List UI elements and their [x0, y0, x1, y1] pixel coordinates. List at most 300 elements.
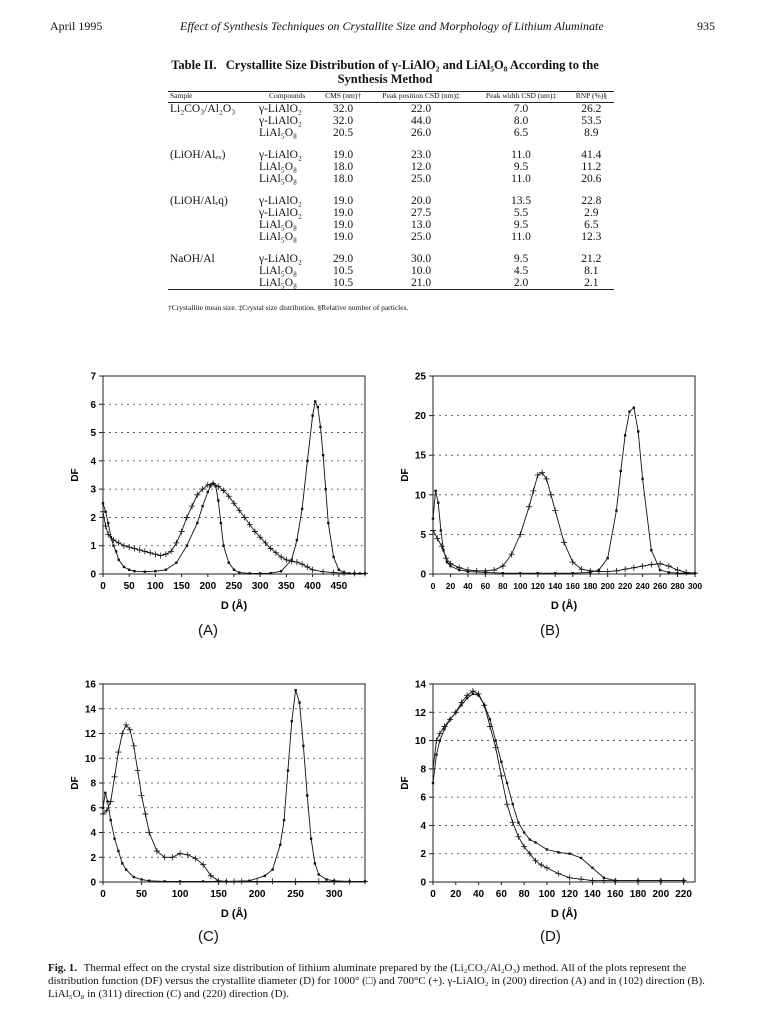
table-row [168, 265, 614, 277]
data-point-plus [112, 774, 118, 780]
x-tick-label: 180 [583, 581, 598, 591]
data-point-plus [310, 567, 316, 573]
table-row [168, 253, 614, 265]
data-point-box [338, 569, 340, 571]
chart-panel-d [395, 680, 705, 930]
table-cell: 20.0 [411, 195, 432, 207]
column-header: Peak width CSD (nm)‡ [473, 92, 568, 103]
table-label: Table II. [171, 58, 217, 72]
x-tick-label: 300 [325, 889, 343, 900]
y-tick-label: 1 [90, 541, 96, 553]
data-point-plus [526, 504, 532, 510]
data-point-box [306, 460, 308, 462]
x-tick-label: 300 [687, 581, 703, 591]
data-point-plus [152, 551, 158, 557]
data-point-box [298, 701, 300, 703]
table-cell: 32.0 [333, 103, 354, 115]
data-point-box [322, 454, 324, 456]
data-point-box [233, 569, 235, 571]
data-point-plus [147, 550, 153, 556]
table-footnotes: †Crystallite mean size. ‡Crystal size distribution. §Relative number of particles. [168, 303, 409, 312]
table-cell: 10.5 [333, 265, 354, 277]
data-table [168, 91, 614, 290]
data-point-box [624, 434, 626, 436]
data-point-box [434, 490, 436, 492]
x-axis-label: D (Å) [550, 908, 578, 920]
data-point-box [238, 571, 240, 573]
table-cell: 10.5 [317, 277, 368, 290]
data-point-plus [208, 873, 214, 879]
table-row [168, 173, 614, 185]
data-point-plus [231, 878, 237, 884]
y-tick-label: 2 [420, 849, 426, 861]
table-cell: 12.3 [581, 231, 602, 243]
data-point-box [537, 572, 539, 574]
data-point-plus [352, 570, 358, 576]
data-point-box [110, 819, 112, 821]
data-point-box [327, 522, 329, 524]
group-spacer [168, 139, 614, 149]
data-point-plus [142, 811, 148, 817]
x-tick-label: 200 [652, 889, 670, 900]
data-point-plus [135, 768, 141, 774]
table-cell: 8.1 [584, 265, 599, 277]
x-tick-label: 0 [100, 889, 106, 900]
data-point-box [271, 868, 273, 870]
data-point-box [279, 844, 281, 846]
table-cell: LiAl₅O₈ [257, 277, 317, 290]
data-point-plus [683, 569, 689, 575]
data-point-box [175, 561, 177, 563]
data-point-plus [456, 565, 462, 571]
y-tick-label: 4 [90, 828, 96, 839]
table-cell: γ-LiAlO₂ [259, 207, 302, 219]
table-cell: 13.0 [411, 219, 432, 231]
table-cell: 41.4 [581, 149, 602, 161]
data-point-plus [115, 749, 121, 755]
data-point-plus [347, 878, 353, 884]
data-point-box [432, 782, 434, 784]
data-point-box [332, 556, 334, 558]
data-point-box [154, 570, 156, 572]
x-tick-label: 160 [606, 889, 624, 900]
table-cell: 21.0 [369, 277, 474, 290]
data-point-box [318, 873, 320, 875]
data-point-box [222, 545, 224, 547]
table-cell: 8.0 [513, 115, 529, 127]
table-header-row [168, 92, 614, 103]
x-tick-label: 400 [304, 581, 321, 592]
figure-label: Fig. 1. [48, 962, 78, 974]
data-point-box [209, 485, 211, 487]
data-point-plus [362, 878, 368, 884]
sample-cell [168, 207, 257, 219]
chart-b [395, 372, 705, 617]
data-point-plus [142, 548, 148, 554]
y-tick-label: 10 [414, 490, 426, 502]
table-cell: 26.0 [411, 127, 432, 139]
table-cell: LiAl₅O₈ [259, 219, 298, 231]
x-tick-label: 280 [670, 581, 685, 591]
column-header: RNP (%)§ [569, 92, 614, 103]
table-cell: 21.2 [581, 253, 602, 265]
x-tick-label: 300 [251, 581, 269, 592]
data-point-plus [509, 551, 515, 557]
sample-cell [168, 277, 257, 290]
table-row [168, 115, 614, 127]
group-spacer [168, 185, 614, 195]
chart-panel-c [65, 680, 375, 930]
data-point-plus [640, 563, 646, 569]
data-point-plus [439, 543, 445, 549]
table-cell: 26.2 [581, 103, 602, 115]
data-point-box [133, 570, 135, 572]
x-tick-label: 140 [548, 581, 563, 591]
table-cell: LiAl₅O₈ [259, 173, 298, 185]
table-cell: 2.0 [473, 277, 568, 290]
data-point-box [317, 406, 319, 408]
data-point-plus [173, 540, 179, 546]
table-cell: 9.5 [513, 253, 529, 265]
y-tick-label: 10 [84, 753, 96, 765]
data-point-plus [548, 492, 554, 498]
table-row [168, 219, 614, 231]
data-point-plus [434, 535, 440, 541]
table-cell: 22.0 [411, 103, 432, 115]
panel-label-a: (A) [198, 622, 218, 639]
table-cell: 5.5 [513, 207, 529, 219]
y-tick-label: 7 [90, 372, 96, 383]
x-tick-label: 250 [225, 581, 243, 592]
x-tick-label: 0 [430, 889, 436, 900]
data-point-plus [681, 878, 687, 884]
table-cell: 9.5 [513, 161, 529, 173]
x-tick-label: 150 [210, 889, 227, 900]
page-number: 935 [697, 19, 715, 33]
data-point-box [217, 499, 219, 501]
data-point-box [179, 880, 181, 882]
data-point-box [133, 876, 135, 878]
sample-cell: (LiOH/Alₑₓ) [170, 149, 226, 161]
x-tick-label: 180 [629, 889, 647, 900]
x-tick-label: 350 [278, 581, 295, 592]
data-point-box [319, 426, 321, 428]
y-tick-label: 25 [414, 372, 426, 383]
data-point-box [311, 414, 313, 416]
table-cell: 20.6 [581, 173, 602, 185]
data-point-plus [555, 871, 561, 877]
data-point-box [650, 549, 652, 551]
y-tick-label: 0 [420, 569, 426, 581]
data-point-plus [116, 540, 122, 546]
x-tick-label: 50 [123, 581, 135, 592]
table-row [168, 207, 614, 219]
table-row [168, 149, 614, 161]
table-cell: 11.0 [511, 149, 531, 161]
table-cell: γ-LiAlO₂ [259, 149, 302, 161]
data-point-box [128, 569, 130, 571]
data-point-plus [631, 565, 637, 571]
data-point-plus [544, 865, 550, 871]
table-row [168, 161, 614, 173]
figure-caption-text: Thermal effect on the crystal size distribution of lithium aluminate prepared by the (Li₂CO₃/Al₂O₃) method. All of the plots represent the distribution function (DF) versus the crystallite diameter (D) for 1000° (□) and 700°C (+). γ-LiAlO₂ in (200) direction (A) and in (102) direction (B). LiAl₅O₈ in (311) direction (C) and (220) direction (D). [48, 962, 705, 1000]
data-point-plus [331, 878, 337, 884]
y-tick-label: 10 [414, 736, 426, 748]
data-point-box [494, 739, 496, 741]
data-point-plus [177, 851, 183, 857]
data-point-box [512, 803, 514, 805]
data-point-plus [304, 564, 310, 570]
data-point-box [112, 545, 114, 547]
y-tick-label: 0 [90, 877, 96, 889]
table-cell: 25.0 [411, 173, 432, 185]
table-cell: 13.5 [510, 195, 532, 207]
data-point-plus [168, 548, 174, 554]
table-cell: 19.0 [333, 231, 354, 243]
data-point-plus [131, 743, 137, 749]
data-point-plus [476, 691, 482, 697]
data-point-box [125, 868, 127, 870]
table-cell: 44.0 [411, 115, 432, 127]
data-point-box [302, 745, 304, 747]
x-tick-label: 260 [652, 581, 668, 591]
column-header: CMS (nm)† [317, 92, 368, 103]
data-point-plus [675, 567, 681, 573]
group-spacer [168, 243, 614, 253]
data-point-box [259, 572, 261, 574]
table-cell: 11.0 [511, 231, 531, 243]
data-point-plus [510, 820, 516, 826]
data-point-box [572, 572, 574, 574]
table-cell: 29.0 [333, 253, 354, 265]
data-point-box [121, 862, 123, 864]
data-point-plus [137, 547, 143, 553]
data-point-plus [146, 830, 152, 836]
x-tick-label: 100 [538, 889, 556, 900]
sample-cell [168, 219, 257, 231]
data-point-box [489, 718, 491, 720]
data-point-box [186, 545, 188, 547]
chart-panel-b [395, 372, 705, 622]
table-row [168, 277, 614, 290]
table-cell: 6.5 [584, 219, 599, 231]
data-point-box [314, 400, 316, 402]
y-axis-label: DF [400, 776, 411, 790]
data-point-box [502, 572, 504, 574]
table-cell: 18.0 [333, 173, 354, 185]
chart-panel-a [65, 372, 375, 622]
data-point-plus [613, 568, 619, 574]
sample-cell [168, 161, 257, 173]
table-cell: 27.5 [411, 207, 432, 219]
data-point-box [534, 841, 536, 843]
data-point-plus [139, 792, 145, 798]
table-cell: 19.0 [333, 195, 354, 207]
table-cell: 6.5 [513, 127, 529, 139]
data-point-plus [481, 702, 487, 708]
plot-frame [433, 684, 695, 882]
data-point-box [325, 878, 327, 880]
sample-cell [168, 127, 257, 139]
y-tick-label: 12 [84, 729, 96, 740]
data-point-box [148, 880, 150, 882]
data-point-box [435, 754, 437, 756]
panel-label-c: (C) [198, 928, 219, 945]
data-point-plus [223, 878, 229, 884]
data-point-plus [108, 799, 114, 805]
data-point-box [294, 689, 296, 691]
data-point-plus [491, 567, 497, 573]
table-row [168, 127, 614, 139]
column-header: Sample [168, 92, 257, 103]
y-tick-label: 15 [414, 450, 426, 462]
data-point-box [580, 857, 582, 859]
x-tick-label: 0 [430, 581, 436, 591]
x-tick-label: 100 [171, 889, 189, 900]
x-axis-label: D (Å) [220, 600, 248, 612]
table-cell: 11.0 [511, 173, 531, 185]
series-line-box [103, 402, 365, 574]
x-tick-label: 200 [600, 581, 615, 591]
table-cell: LiAl₅O₈ [259, 231, 298, 243]
series-line-plus [103, 725, 365, 882]
data-point-box [591, 867, 593, 869]
x-tick-label: 250 [287, 889, 304, 900]
data-point-box [283, 819, 285, 821]
data-point-plus [316, 878, 322, 884]
data-point-plus [121, 543, 127, 549]
data-point-box [118, 559, 120, 561]
column-header: Peak position CSD (nm)‡ [369, 92, 474, 103]
data-point-box [291, 720, 293, 722]
data-point-plus [530, 488, 536, 494]
sample-cell [168, 265, 257, 277]
data-point-box [628, 410, 630, 412]
data-point-box [620, 470, 622, 472]
data-point-plus [498, 773, 504, 779]
x-tick-label: 200 [248, 889, 266, 900]
x-axis-label: D (Å) [220, 908, 248, 920]
table-cell: 25.0 [411, 231, 432, 243]
data-point-box [633, 406, 635, 408]
data-point-plus [666, 563, 672, 569]
data-point-box [102, 807, 104, 809]
panel-label-b: (B) [540, 622, 560, 639]
table-row [168, 103, 614, 116]
table-cell: 4.5 [513, 265, 529, 277]
table-cell: 23.0 [411, 149, 432, 161]
data-point-box [202, 880, 204, 882]
x-tick-label: 160 [565, 581, 580, 591]
y-tick-label: 6 [90, 803, 96, 815]
table-cell: 18.0 [333, 161, 354, 173]
x-tick-label: 0 [100, 581, 106, 592]
data-point-box [228, 561, 230, 563]
data-point-plus [189, 503, 195, 509]
y-tick-label: 12 [414, 707, 426, 719]
data-point-box [506, 782, 508, 784]
data-point-plus [517, 531, 523, 537]
data-point-box [615, 509, 617, 511]
data-point-box [301, 508, 303, 510]
data-point-box [264, 875, 266, 877]
data-point-box [196, 522, 198, 524]
data-point-plus [692, 570, 698, 576]
data-point-box [529, 838, 531, 840]
data-point-box [314, 862, 316, 864]
y-tick-label: 14 [84, 704, 96, 716]
data-point-box [220, 522, 222, 524]
table-cell: γ-LiAlO₂ [259, 103, 302, 115]
data-point-box [113, 837, 115, 839]
x-tick-label: 140 [584, 889, 601, 900]
data-point-plus [589, 878, 595, 884]
y-tick-label: 3 [90, 484, 96, 496]
panel-label-d: (D) [540, 928, 561, 945]
table-cell: 2.1 [569, 277, 614, 290]
data-point-box [296, 539, 298, 541]
x-tick-label: 200 [199, 581, 217, 592]
y-tick-label: 2 [90, 852, 96, 864]
data-point-box [201, 505, 203, 507]
data-point-plus [474, 568, 480, 574]
data-point-box [568, 853, 570, 855]
y-tick-label: 8 [90, 778, 96, 790]
table-cell: 10.0 [411, 265, 432, 277]
data-point-plus [648, 561, 654, 567]
data-point-plus [294, 559, 300, 565]
y-tick-label: 6 [420, 792, 426, 804]
data-point-box [659, 569, 661, 571]
data-point-plus [169, 854, 175, 860]
y-tick-label: 2 [90, 512, 96, 524]
table-cell: 19.0 [333, 149, 354, 161]
data-point-box [432, 517, 434, 519]
x-tick-label: 40 [463, 581, 473, 591]
table-cell: 8.9 [584, 127, 599, 139]
data-point-box [104, 792, 106, 794]
y-tick-label: 5 [420, 529, 426, 541]
data-point-plus [658, 878, 664, 884]
series-line-box [103, 690, 365, 881]
data-point-plus [362, 570, 368, 576]
data-point-box [310, 837, 312, 839]
table-cell: 32.0 [333, 115, 354, 127]
data-point-plus [331, 570, 337, 576]
y-tick-label: 16 [84, 680, 96, 691]
sample-cell [168, 173, 257, 185]
data-point-box [249, 572, 251, 574]
data-point-plus [184, 514, 190, 520]
data-point-plus [126, 544, 132, 550]
data-point-box [123, 566, 125, 568]
y-tick-label: 5 [90, 428, 96, 440]
table-cell: 7.0 [513, 103, 529, 115]
series-line-plus [433, 473, 695, 574]
table-row [168, 195, 614, 207]
x-tick-label: 20 [450, 889, 462, 900]
data-point-box [668, 571, 670, 573]
data-point-plus [561, 539, 567, 545]
data-point-plus [131, 546, 137, 552]
data-point-box [557, 851, 559, 853]
data-point-box [107, 522, 109, 524]
data-point-plus [622, 566, 628, 572]
data-point-box [637, 430, 639, 432]
table-cell: LiAl₅O₈ [259, 161, 298, 173]
data-point-box [306, 794, 308, 796]
table-cell: LiAl₅O₈ [259, 265, 298, 277]
